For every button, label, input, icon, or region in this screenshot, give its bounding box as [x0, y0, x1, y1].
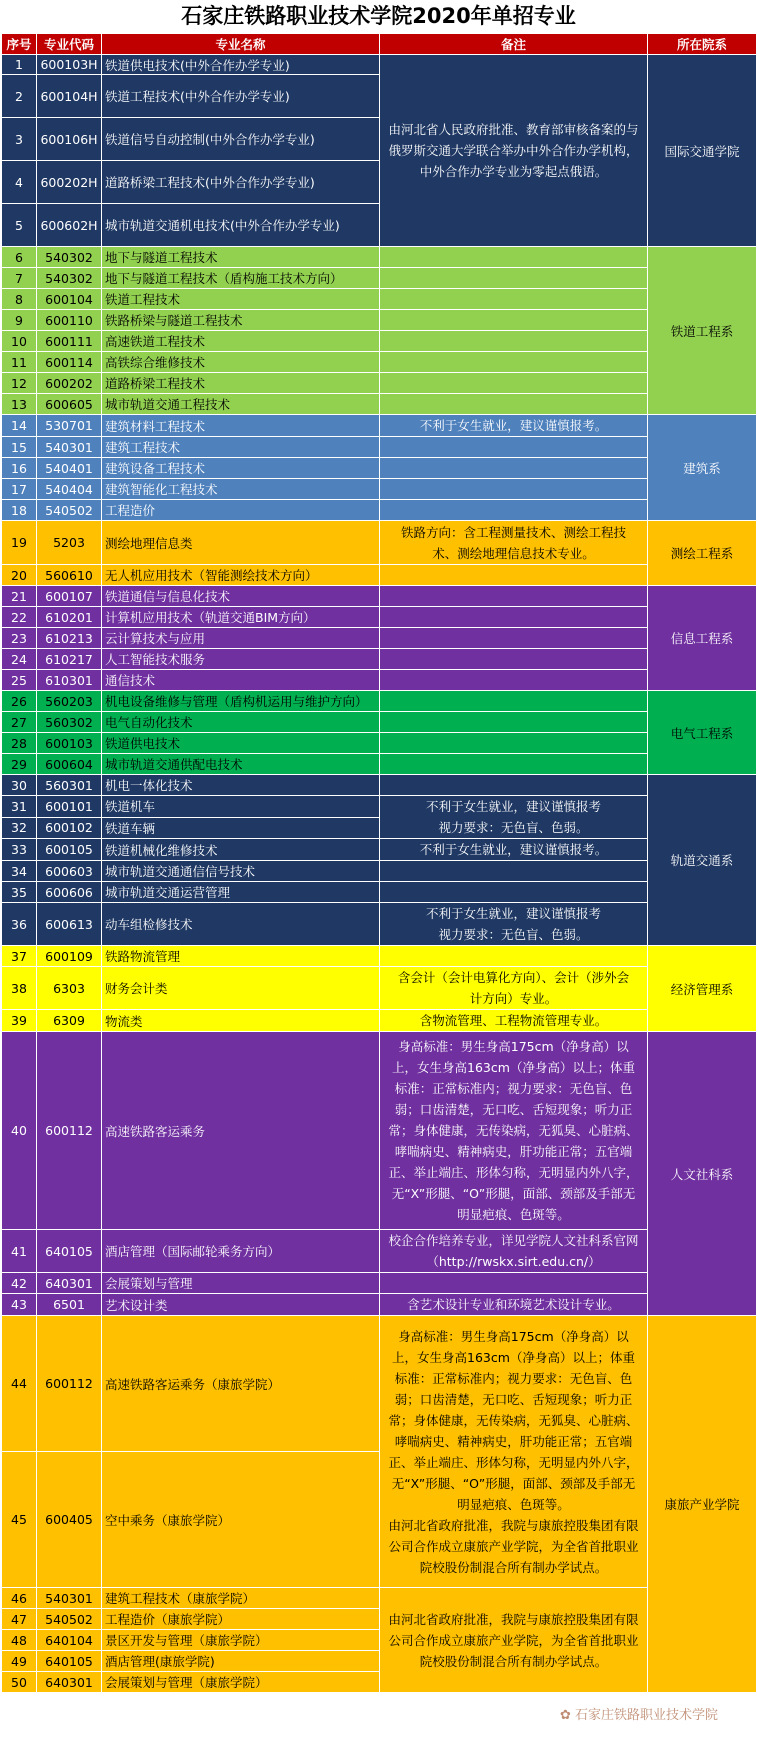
row-code: 600605: [37, 394, 102, 415]
row-seq: 15: [2, 437, 37, 458]
table-row: [2, 310, 757, 331]
row-code: 600112: [37, 1316, 102, 1452]
row-seq: 20: [2, 565, 37, 586]
row-seq: 17: [2, 479, 37, 500]
row-seq: 3: [2, 118, 37, 161]
row-code: 640301: [37, 1672, 102, 1693]
table-row: [2, 1588, 757, 1609]
row-code: 600112: [37, 1032, 102, 1230]
row-name: 酒店管理（国际邮轮乘务方向）: [102, 1230, 380, 1273]
row-seq: 27: [2, 712, 37, 733]
row-note: 不利于女生就业，建议谨慎报考。: [380, 415, 648, 437]
row-code: 600110: [37, 310, 102, 331]
note-line: 校企合作培养专业，详见学院人文社科系官网: [388, 1233, 639, 1248]
row-name: 高铁综合维修技术: [102, 352, 380, 373]
table-row: [2, 55, 757, 75]
row-name: 通信技术: [102, 670, 380, 691]
row-seq: 7: [2, 268, 37, 289]
row-note: 含物流管理、工程物流管理专业。: [380, 1010, 648, 1032]
row-note: [380, 649, 648, 670]
row-code: 640105: [37, 1651, 102, 1672]
row-seq: 45: [2, 1452, 37, 1588]
table-row: [2, 458, 757, 479]
row-name: 地下与隧道工程技术: [102, 247, 380, 268]
table-row: [2, 754, 757, 775]
watermark: [560, 1704, 718, 1723]
row-seq: 18: [2, 500, 37, 521]
row-code: 6501: [37, 1294, 102, 1316]
watermark-text: 石家庄铁路职业技术学院: [575, 1708, 719, 1723]
row-seq: 50: [2, 1672, 37, 1693]
row-seq: 19: [2, 521, 37, 565]
table-row: [2, 1230, 757, 1273]
page-title: 石家庄铁路职业技术学院2020年单招专业: [181, 4, 576, 28]
row-code: 560301: [37, 775, 102, 796]
row-note: 不利于女生就业，建议谨慎报考。: [380, 839, 648, 861]
row-note: [380, 565, 648, 586]
table-row: [2, 565, 757, 586]
header-note: 备注: [380, 34, 648, 55]
row-seq: 28: [2, 733, 37, 754]
row-name: 建筑智能化工程技术: [102, 479, 380, 500]
row-code: 530701: [37, 415, 102, 437]
row-note: [380, 352, 648, 373]
row-dept: 国际交通学院: [648, 55, 757, 247]
row-note: [380, 310, 648, 331]
row-code: 600202H: [37, 161, 102, 204]
table-row: [2, 839, 757, 861]
row-note: [380, 775, 648, 796]
header-name: 专业名称: [102, 34, 380, 55]
row-name: 计算机应用技术（轨道交通BIM方向）: [102, 607, 380, 628]
row-name: 无人机应用技术（智能测绘技术方向）: [102, 565, 380, 586]
header-seq: 序号: [2, 34, 37, 55]
row-name: 机电设备维修与管理（盾构机运用与维护方向）: [102, 691, 380, 712]
table-row: [2, 268, 757, 289]
row-seq: 32: [2, 817, 37, 839]
table-row: [2, 289, 757, 310]
row-code: 600109: [37, 946, 102, 967]
table-row: [2, 733, 757, 754]
row-seq: 2: [2, 75, 37, 118]
table-row: [2, 861, 757, 882]
row-code: 610217: [37, 649, 102, 670]
row-name: 云计算技术与应用: [102, 628, 380, 649]
row-seq: 31: [2, 796, 37, 818]
row-note: 身高标准：男生身高175cm（净身高）以上，女生身高163cm（净身高）以上；体重标准：正常标准内；视力要求：无色盲、色弱；口齿清楚，无口吃、舌短现象；听力正常；身体健康，无传染病，无狐臭、心脏病、哮喘病史、精神病史，肝功能正常；五官端正、举止端庄、形体匀称，无明显内外八字，无“X”形腿、“O”形腿，面部、颈部及手部无明显疤痕、色斑等。: [380, 1032, 648, 1230]
row-name: 铁道机车: [102, 796, 380, 818]
table-row: [2, 500, 757, 521]
table-row: [2, 247, 757, 268]
row-note: 铁路方向：含工程测量技术、测绘工程技术、测绘地理信息技术专业。: [380, 521, 648, 565]
row-seq: 12: [2, 373, 37, 394]
table-row: [2, 415, 757, 437]
row-seq: 10: [2, 331, 37, 352]
row-code: 540302: [37, 247, 102, 268]
table-row: [2, 670, 757, 691]
row-seq: 33: [2, 839, 37, 861]
row-code: 640105: [37, 1230, 102, 1273]
row-note: [380, 1273, 648, 1294]
row-code: 600104H: [37, 75, 102, 118]
table-header-row: [2, 34, 757, 55]
note-line: 不利于女生就业，建议谨慎报考: [425, 799, 601, 814]
row-seq: 29: [2, 754, 37, 775]
row-name: 铁道工程技术: [102, 289, 380, 310]
table-row: [2, 796, 757, 818]
row-dept: 铁道工程系: [648, 247, 757, 415]
row-code: 540301: [37, 1588, 102, 1609]
row-name: 会展策划与管理: [102, 1273, 380, 1294]
row-code: 540404: [37, 479, 102, 500]
row-note: [380, 670, 648, 691]
row-code: 600604: [37, 754, 102, 775]
row-seq: 21: [2, 586, 37, 607]
row-code: 640104: [37, 1630, 102, 1651]
row-code: 600405: [37, 1452, 102, 1588]
row-seq: 4: [2, 161, 37, 204]
table-row: [2, 1294, 757, 1316]
row-note: [380, 628, 648, 649]
row-code: 600106H: [37, 118, 102, 161]
row-name: 高速铁路客运乘务: [102, 1032, 380, 1230]
row-code: 610213: [37, 628, 102, 649]
row-name: 铁道车辆: [102, 817, 380, 839]
row-dept: 建筑系: [648, 415, 757, 521]
row-name: 铁道工程技术(中外合作办学专业): [102, 75, 380, 118]
row-code: 610301: [37, 670, 102, 691]
row-dept: 电气工程系: [648, 691, 757, 775]
table-row: [2, 586, 757, 607]
row-code: 6303: [37, 967, 102, 1010]
row-seq: 22: [2, 607, 37, 628]
row-code: 600102: [37, 817, 102, 839]
row-code: 600103H: [37, 55, 102, 75]
row-code: 560302: [37, 712, 102, 733]
table-row: [2, 352, 757, 373]
row-seq: 14: [2, 415, 37, 437]
row-note: [380, 479, 648, 500]
row-code: 5203: [37, 521, 102, 565]
row-name: 测绘地理信息类: [102, 521, 380, 565]
row-seq: 9: [2, 310, 37, 331]
table-row: [2, 1010, 757, 1032]
row-seq: 11: [2, 352, 37, 373]
row-code: 600606: [37, 882, 102, 903]
row-code: 600603: [37, 861, 102, 882]
table-row: [2, 691, 757, 712]
row-code: 600101: [37, 796, 102, 818]
row-seq: 25: [2, 670, 37, 691]
row-seq: 41: [2, 1230, 37, 1273]
row-code: 540502: [37, 1609, 102, 1630]
school-logo-icon: ✿: [560, 1708, 571, 1723]
row-note: 由河北省政府批准，我院与康旅控股集团有限公司合作成立康旅产业学院，为全省首批职业院校股份制混合所有制办学试点。: [380, 1588, 648, 1693]
note-block: 由河北省政府批准，我院与康旅控股集团有限公司合作成立康旅产业学院，为全省首批职业院校股份制混合所有制办学试点。: [388, 1517, 639, 1575]
row-note: [380, 1230, 648, 1273]
row-name: 铁道机械化维修技术: [102, 839, 380, 861]
table-row: [2, 882, 757, 903]
table-row: [2, 775, 757, 796]
row-note: [380, 882, 648, 903]
row-code: 600202: [37, 373, 102, 394]
row-dept: 康旅产业学院: [648, 1316, 757, 1693]
row-code: 600103: [37, 733, 102, 754]
row-note: 由河北省人民政府批准、教育部审核备案的与俄罗斯交通大学联合举办中外合作办学机构，中外合作办学专业为零起点俄语。: [380, 55, 648, 247]
row-name: 铁路物流管理: [102, 946, 380, 967]
row-seq: 36: [2, 903, 37, 946]
row-seq: 1: [2, 55, 37, 75]
note-line: 视力要求：无色盲、色弱。: [438, 820, 589, 835]
row-note: [380, 500, 648, 521]
table-row: [2, 628, 757, 649]
row-code: 540302: [37, 268, 102, 289]
row-name: 机电一体化技术: [102, 775, 380, 796]
row-name: 物流类: [102, 1010, 380, 1032]
row-name: 铁道通信与信息化技术: [102, 586, 380, 607]
row-name: 建筑设备工程技术: [102, 458, 380, 479]
row-name: 铁路桥梁与隧道工程技术: [102, 310, 380, 331]
row-seq: 49: [2, 1651, 37, 1672]
row-code: 540301: [37, 437, 102, 458]
table-row: [2, 479, 757, 500]
row-note: [380, 458, 648, 479]
row-note: [380, 1316, 648, 1588]
row-name: 建筑工程技术: [102, 437, 380, 458]
row-seq: 24: [2, 649, 37, 670]
note-line: 不利于女生就业，建议谨慎报考: [425, 906, 601, 921]
row-code: 600602H: [37, 204, 102, 247]
row-seq: 35: [2, 882, 37, 903]
row-note: [380, 712, 648, 733]
row-name: 建筑工程技术（康旅学院）: [102, 1588, 380, 1609]
row-seq: 46: [2, 1588, 37, 1609]
row-code: 560610: [37, 565, 102, 586]
row-code: 600107: [37, 586, 102, 607]
table-row: [2, 607, 757, 628]
row-note: [380, 903, 648, 946]
row-seq: 44: [2, 1316, 37, 1452]
row-code: 540401: [37, 458, 102, 479]
row-seq: 40: [2, 1032, 37, 1230]
row-note: [380, 946, 648, 967]
row-name: 景区开发与管理（康旅学院）: [102, 1630, 380, 1651]
row-name: 电气自动化技术: [102, 712, 380, 733]
table-row: [2, 649, 757, 670]
row-seq: 26: [2, 691, 37, 712]
note-line: 视力要求：无色盲、色弱。: [438, 927, 589, 942]
row-name: 高速铁路客运乘务（康旅学院）: [102, 1316, 380, 1452]
row-note: [380, 733, 648, 754]
row-dept: 测绘工程系: [648, 521, 757, 586]
row-code: 610201: [37, 607, 102, 628]
table-row: [2, 331, 757, 352]
row-name: 铁道信号自动控制(中外合作办学专业): [102, 118, 380, 161]
row-dept: 人文社科系: [648, 1032, 757, 1316]
row-name: 道路桥梁工程技术: [102, 373, 380, 394]
row-code: 600114: [37, 352, 102, 373]
row-seq: 5: [2, 204, 37, 247]
table-row: [2, 1273, 757, 1294]
row-note: [380, 394, 648, 415]
row-seq: 48: [2, 1630, 37, 1651]
row-seq: 13: [2, 394, 37, 415]
note-block: 身高标准：男生身高175cm（净身高）以上，女生身高163cm（净身高）以上；体重标准：正常标准内；视力要求：无色盲、色弱；口齿清楚，无口吃、舌短现象；听力正常；身体健康，无传染病，无狐臭、心脏病、哮喘病史、精神病史，肝功能正常；五官端正、举止端庄、形体匀称，无明显内外八字，无“X”形腿、“O”形腿，面部、颈部及手部无明显疤痕、色斑等。: [388, 1328, 639, 1512]
row-note: [380, 437, 648, 458]
row-name: 城市轨道交通通信信号技术: [102, 861, 380, 882]
note-line: （http://rwskx.sirt.edu.cn/）: [426, 1254, 601, 1269]
row-name: 地下与隧道工程技术（盾构施工技术方向）: [102, 268, 380, 289]
row-name: 铁道供电技术: [102, 733, 380, 754]
row-name: 城市轨道交通机电技术(中外合作办学专业): [102, 204, 380, 247]
row-seq: 34: [2, 861, 37, 882]
row-code: 600105: [37, 839, 102, 861]
header-dept: 所在院系: [648, 34, 757, 55]
row-code: 640301: [37, 1273, 102, 1294]
row-seq: 39: [2, 1010, 37, 1032]
row-seq: 23: [2, 628, 37, 649]
row-name: 城市轨道交通运营管理: [102, 882, 380, 903]
row-seq: 43: [2, 1294, 37, 1316]
row-code: 600613: [37, 903, 102, 946]
table-row: [2, 903, 757, 946]
header-code: 专业代码: [37, 34, 102, 55]
row-note: [380, 796, 648, 839]
row-note: [380, 331, 648, 352]
row-note: [380, 691, 648, 712]
row-name: 工程造价: [102, 500, 380, 521]
table-row: [2, 437, 757, 458]
row-seq: 16: [2, 458, 37, 479]
row-note: [380, 754, 648, 775]
row-name: 工程造价（康旅学院）: [102, 1609, 380, 1630]
table-row: [2, 521, 757, 565]
row-code: 600111: [37, 331, 102, 352]
row-note: [380, 861, 648, 882]
row-code: 6309: [37, 1010, 102, 1032]
row-code: 540502: [37, 500, 102, 521]
row-name: 会展策划与管理（康旅学院）: [102, 1672, 380, 1693]
row-name: 道路桥梁工程技术(中外合作办学专业): [102, 161, 380, 204]
row-seq: 30: [2, 775, 37, 796]
row-name: 财务会计类: [102, 967, 380, 1010]
table-row: [2, 1032, 757, 1230]
row-dept: 经济管理系: [648, 946, 757, 1032]
row-name: 高速铁道工程技术: [102, 331, 380, 352]
row-code: 600104: [37, 289, 102, 310]
table-row: [2, 967, 757, 1010]
table-row: [2, 712, 757, 733]
row-note: 含艺术设计专业和环境艺术设计专业。: [380, 1294, 648, 1316]
row-note: [380, 289, 648, 310]
row-seq: 6: [2, 247, 37, 268]
row-code: 560203: [37, 691, 102, 712]
row-name: 城市轨道交通供配电技术: [102, 754, 380, 775]
row-name: 人工智能技术服务: [102, 649, 380, 670]
table-row: [2, 394, 757, 415]
row-seq: 37: [2, 946, 37, 967]
row-name: 艺术设计类: [102, 1294, 380, 1316]
row-dept: 轨道交通系: [648, 775, 757, 946]
row-name: 空中乘务（康旅学院）: [102, 1452, 380, 1588]
row-seq: 47: [2, 1609, 37, 1630]
row-note: [380, 607, 648, 628]
row-note: [380, 268, 648, 289]
row-seq: 42: [2, 1273, 37, 1294]
row-dept: 信息工程系: [648, 586, 757, 691]
row-name: 动车组检修技术: [102, 903, 380, 946]
row-name: 建筑材料工程技术: [102, 415, 380, 437]
table-row: [2, 946, 757, 967]
table-row: [2, 1316, 757, 1452]
row-seq: 8: [2, 289, 37, 310]
row-name: 酒店管理(康旅学院): [102, 1651, 380, 1672]
row-note: [380, 247, 648, 268]
row-note: [380, 373, 648, 394]
row-name: 城市轨道交通工程技术: [102, 394, 380, 415]
table-row: [2, 373, 757, 394]
row-note: 含会计（会计电算化方向）、会计（涉外会计方向）专业。: [380, 967, 648, 1010]
majors-table: [1, 33, 757, 1693]
row-name: 铁道供电技术(中外合作办学专业): [102, 55, 380, 75]
row-note: [380, 586, 648, 607]
row-seq: 38: [2, 967, 37, 1010]
